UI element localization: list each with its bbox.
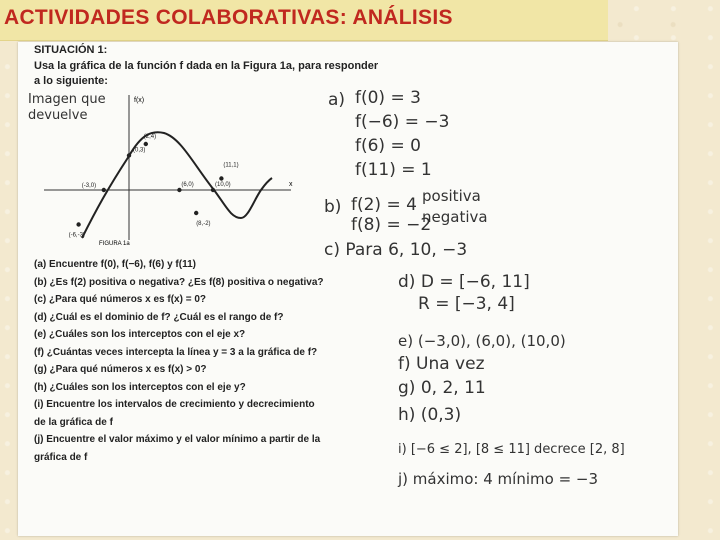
question-line: (g) ¿Para qué números x es f(x) > 0? [34,364,207,375]
answer-b-line-2: f(8) = −2 [351,215,432,235]
answer-g: g) 0, 2, 11 [398,378,486,398]
answer-a-line-3: f(6) = 0 [355,136,421,156]
graph-point-label: (-3,0) [81,183,97,189]
problem-instruction-line-2: a lo siguiente: [34,75,108,87]
answer-b-note-1: positiva [422,187,481,205]
answer-j: j) máximo: 4 mínimo = −3 [398,470,599,488]
problem-heading: SITUACIÓN 1: [34,44,108,56]
answer-b-label: b) [324,197,342,217]
handwritten-note-line-1: Imagen que [28,92,106,107]
question-line: (c) ¿Para qué números x es f(x) = 0? [34,294,206,305]
function-curve [82,132,272,238]
answer-a-label: a) [328,90,346,110]
question-line: (e) ¿Cuáles son los interceptos con el eje x? [34,329,246,340]
question-line: gráfica de f [34,451,88,463]
answer-i: i) [−6 ≤ 2], [8 ≤ 11] decrece [2, 8] [398,442,625,457]
question-line: (f) ¿Cuántas veces intercepta la línea y = 3 a la gráfica de f? [34,346,318,358]
function-graph [36,90,306,250]
graph-point [219,176,223,180]
question-line: de la gráfica de f [34,416,113,428]
worksheet-scan [18,42,678,536]
answer-d-line-2: R = [−3, 4] [418,294,515,314]
graph-point-label: (6,0) [181,182,194,188]
page-title: ACTIVIDADES COLABORATIVAS: ANÁLISIS [4,6,453,29]
answer-b-note-2: negativa [422,208,488,226]
y-axis-label: f(x) [134,97,145,104]
question-line: (h) ¿Cuáles son los interceptos con el eje y? [34,381,246,393]
graph-point [102,188,106,192]
question-line: (j) Encuentre el valor máximo y el valor mínimo a partir de la [34,434,321,445]
graph-point [127,153,131,157]
answer-c: c) Para 6, 10, −3 [324,240,468,260]
graph-point-label: (8,-2) [196,221,211,227]
question-line: (b) ¿Es f(2) positiva o negativa? ¿Es f(8) positiva o negativa? [34,276,324,288]
answer-f: f) Una vez [398,354,485,374]
answer-a-line-2: f(−6) = −3 [355,112,450,132]
answer-e: e) (−3,0), (6,0), (10,0) [398,332,566,350]
figure-caption: FIGURA 1a [99,241,130,247]
problem-instruction-line-1: Usa la gráfica de la función f dada en la Figura 1a, para responder [34,60,379,72]
graph-point-label: (11,1) [223,162,239,169]
graph-point [194,211,198,215]
graph-point [177,188,181,192]
graph-point-label: (0,3) [133,147,146,154]
answer-a-line-1: f(0) = 3 [355,88,421,108]
graph-point [76,222,80,226]
answer-d-line-1: d) D = [−6, 11] [398,272,530,292]
graph-point [144,142,148,146]
title-banner [0,0,608,41]
question-line: (i) Encuentre los intervalos de crecimiento y decrecimiento [34,399,315,410]
question-line: (a) Encuentre f(0), f(−6), f(6) y f(11) [34,259,196,270]
graph-point [211,188,215,192]
graph-point-label: (2,4) [143,134,157,140]
question-line: (d) ¿Cuál es el dominio de f? ¿Cuál es el rango de f? [34,311,284,323]
graph-point-label: (-6,-3) [68,232,85,239]
handwritten-note-line-2: devuelve [28,108,88,123]
answer-a-line-4: f(11) = 1 [355,160,432,180]
answer-h: h) (0,3) [398,405,462,425]
graph-point-label: (10,0) [215,182,231,188]
x-axis-label: x [289,181,293,188]
answer-b-line-1: f(2) = 4 [351,195,417,215]
